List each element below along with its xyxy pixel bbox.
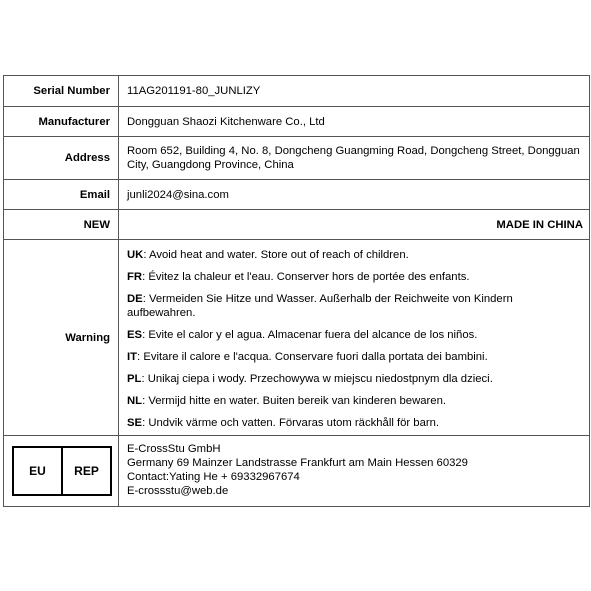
- address-value: Room 652, Building 4, No. 8, Dongcheng Guangming Road, Dongcheng Street, Dongguan City, Guangdong Province, China: [119, 137, 590, 180]
- manufacturer-row: [4, 107, 590, 137]
- warning-line-se: SE: Undvik värme och vatten. Förvaras utom räckhåll för barn.: [127, 417, 440, 429]
- warning-line-fr: FR: Évitez la chaleur et l'eau. Conserver hors de portée des enfants.: [127, 271, 470, 283]
- manufacturer-value: Dongguan Shaozi Kitchenware Co., Ltd: [119, 107, 590, 137]
- serial-value: 11AG201191-80_JUNLIZY: [119, 76, 590, 107]
- email-value: junli2024@sina.com: [119, 180, 590, 210]
- warning-text: [119, 240, 590, 436]
- manufacturer-label: Manufacturer: [4, 107, 119, 137]
- serial-row: [4, 76, 590, 107]
- address-label: Address: [4, 137, 119, 180]
- eu-rep-email: E-crossstu@web.de: [127, 485, 229, 497]
- new-row: [4, 210, 590, 240]
- warning-label: Warning: [4, 240, 119, 436]
- eu-rep-contact: Contact:Yating He + 69332967674: [127, 471, 300, 483]
- eu-rep-symbol: [12, 446, 112, 496]
- eu-rep-box-right: REP: [61, 448, 110, 494]
- product-label-table: [3, 75, 590, 507]
- eu-rep-details: [119, 436, 590, 507]
- warning-line-es: ES: Evite el calor y el agua. Almacenar fuera del alcance de los niños.: [127, 329, 478, 341]
- eu-rep-company: E-CrossStu GmbH: [127, 443, 221, 455]
- warning-line-it: IT: Evitare il calore e l'acqua. Conservare fuori dalla portata dei bambini.: [127, 351, 488, 363]
- serial-label: Serial Number: [4, 76, 119, 107]
- eu-rep-address: Germany 69 Mainzer Landstrasse Frankfurt am Main Hessen 60329: [127, 457, 468, 469]
- eu-rep-box-left: EU: [29, 464, 46, 478]
- warning-line-pl: PL: Unikaj ciepa i wody. Przechowywa w miejscu niedostpnym dla dzieci.: [127, 373, 493, 385]
- email-row: [4, 180, 590, 210]
- warning-row: [4, 240, 590, 436]
- made-in-china: MADE IN CHINA: [119, 210, 590, 240]
- warning-line-nl: NL: Vermijd hitte en water. Buiten bereik van kinderen bewaren.: [127, 395, 446, 407]
- warning-line-uk: UK: Avoid heat and water. Store out of reach of children.: [127, 249, 409, 261]
- eu-rep-row: [4, 436, 590, 507]
- new-label: NEW: [4, 210, 119, 240]
- warning-line-de: DE: Vermeiden Sie Hitze und Wasser. Außerhalb der Reichweite von Kindern aufbewahren.: [127, 293, 513, 319]
- address-row: [4, 137, 590, 180]
- eu-rep-symbol-cell: [4, 436, 119, 507]
- email-label: Email: [4, 180, 119, 210]
